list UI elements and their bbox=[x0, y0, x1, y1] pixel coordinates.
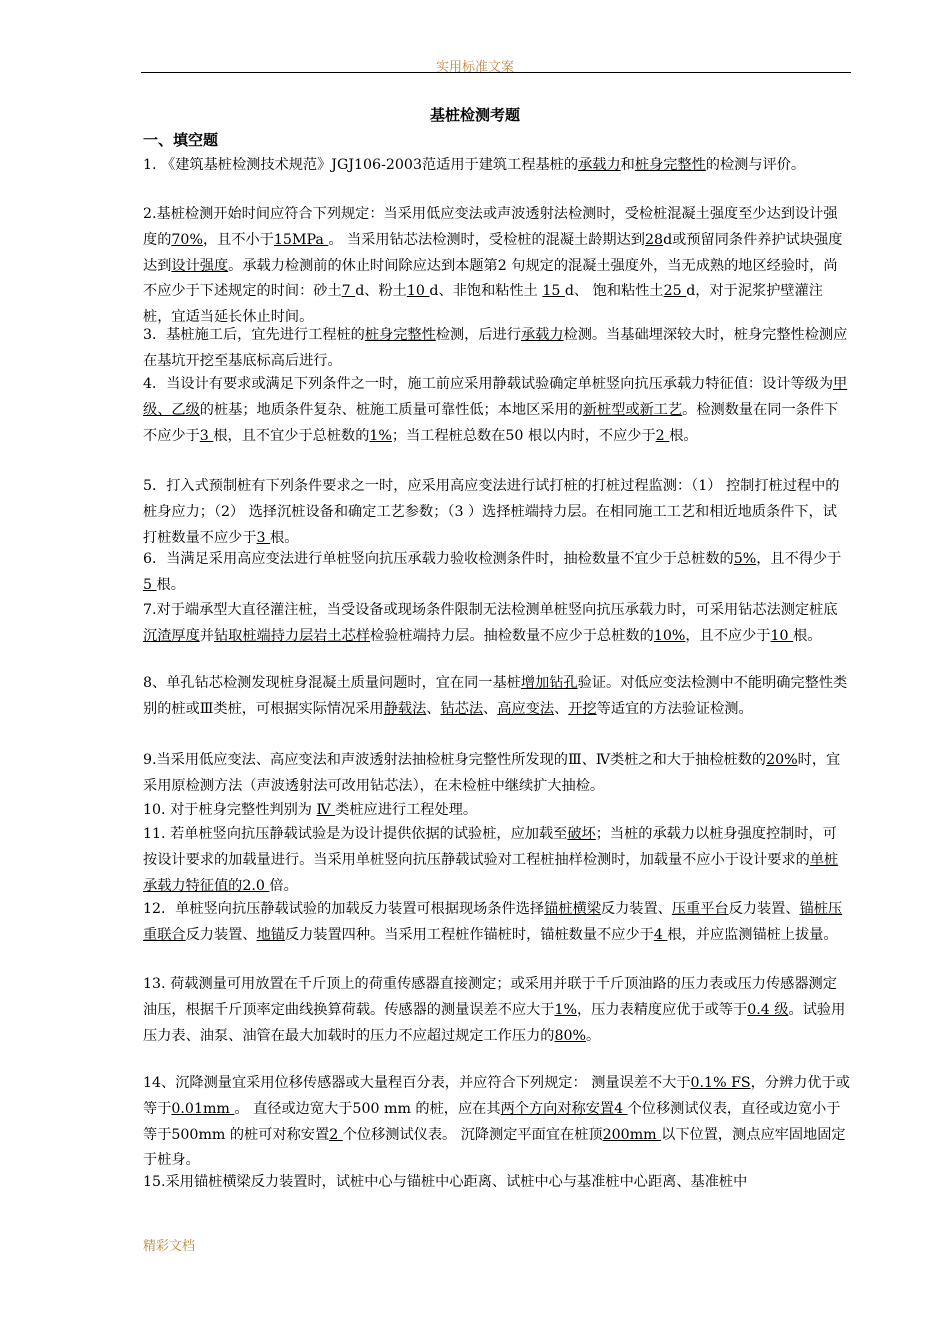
question-text: 根，并应监测锚桩上拔量。 bbox=[667, 926, 838, 943]
answer-blank: 沉渣厚度 bbox=[143, 627, 200, 644]
answer-blank: 80% bbox=[554, 1027, 586, 1044]
answer-blank: 3 bbox=[199, 427, 214, 444]
question-text: 。检测数量在同一条件下不应少于 bbox=[143, 401, 839, 444]
question-text: 检测，后进行 bbox=[435, 327, 521, 343]
question-text: 1. 《建筑基桩检测技术规范》JGJ106-2003范适用于建筑工程基桩的 bbox=[143, 157, 579, 173]
question-paragraph-11 bbox=[143, 822, 850, 899]
answer-blank: 高应变法 bbox=[497, 700, 555, 717]
question-text: 根。 bbox=[156, 576, 185, 593]
question-text: 验证。对低应变法检测中不能明确完整性类别的桩或Ⅲ类桩，可根据实际情况采用 bbox=[143, 675, 848, 717]
question-text: 根。 bbox=[270, 529, 299, 546]
question-text: 个位移测试仪表，直径或边宽小于等于500mm 的桩可对称安置 bbox=[143, 1100, 841, 1143]
question-paragraph-15 bbox=[143, 1170, 850, 1196]
question-text: 。 bbox=[586, 1027, 601, 1044]
question-text: 以下位置，测点应牢固地固定于桩身。 bbox=[143, 1126, 846, 1169]
question-text: 14、沉降测量宜采用位移传感器或大量程百分表，并应符合下列规定： 测量误差不大于 bbox=[143, 1075, 691, 1091]
question-text: 。 当采用钻芯法检测时，受检桩的混凝土龄期达到 bbox=[328, 231, 645, 248]
answer-blank: 桩身完整性 bbox=[364, 327, 436, 343]
answer-blank: 5% bbox=[733, 551, 757, 567]
answer-blank: 锚桩压重联合 bbox=[143, 901, 843, 943]
answer-blank: 设计强度 bbox=[171, 257, 229, 274]
answer-blank: 0.1% FS bbox=[690, 1075, 751, 1091]
answer-blank: 两个方向对称安置4 bbox=[500, 1100, 628, 1117]
question-text: 类桩应进行工程处理。 bbox=[335, 802, 478, 818]
question-text: 8、单孔钻芯检测发现桩身混凝土质量问题时，宜在同一基桩 bbox=[143, 675, 521, 691]
question-text: 3．基桩施工后，宜先进行工程桩的 bbox=[143, 327, 365, 343]
question-text: d，对于泥浆护壁灌注桩，宜适当延长休止时间。 bbox=[143, 283, 823, 326]
answer-blank: 15 bbox=[542, 283, 565, 300]
answer-blank: 10% bbox=[653, 627, 686, 644]
question-text: 的桩基；地质条件复杂、桩施工质量可靠性低；本地区采用的 bbox=[199, 401, 583, 418]
header-rule bbox=[141, 72, 851, 73]
question-text: 15.采用锚桩横梁反力装置时，试桩中心与锚桩中心距离、试桩中心与基准桩中心距离、基准桩中 bbox=[143, 1174, 748, 1190]
question-text: 5．打入式预制桩有下列条件要求之一时，应采用高应变法进行试打桩的打桩过程监测：（1） 控制打桩过程中的桩身应力；（2） 选择沉桩设备和确定工艺参数；（3 ）选择桩端持力层。在相同施工工艺和相近地质条件下，试打桩数量不应少于 bbox=[143, 478, 840, 546]
question-text: 4．当设计有要求或满足下列条件之一时，施工前应采用静载试验确定单桩竖向抗压承载力特征值：设计等级为 bbox=[143, 376, 834, 392]
question-text: 7.对于端承型大直径灌注桩，当受设备或现场条件限制无法检测单桩竖向抗压承载力时，可采用钻芯法测定桩底 bbox=[143, 602, 838, 618]
question-paragraph-7 bbox=[143, 598, 850, 650]
answer-blank: 3 bbox=[256, 529, 271, 546]
answer-blank: 7 bbox=[341, 283, 356, 300]
question-text: 倍。 bbox=[269, 877, 298, 894]
question-text: ，分辨力优于或等于 bbox=[143, 1075, 850, 1117]
answer-blank: 地锚 bbox=[256, 926, 285, 943]
question-paragraph-9 bbox=[143, 748, 850, 800]
answer-blank: 0.01mm bbox=[171, 1100, 235, 1117]
question-text: 9.当采用低应变法、高应变法和声波透射法抽检桩身完整性所发现的Ⅲ、Ⅳ类桩之和大于抽检桩数的 bbox=[143, 752, 767, 768]
answer-blank: 承载力 bbox=[520, 327, 564, 343]
page-footer: 精彩文档 bbox=[143, 1239, 196, 1254]
question-text: ，压力表精度应优于或等于 bbox=[576, 1001, 748, 1018]
question-text: 检测。当基础埋深较大时，桩身完整性检测应在基坑开挖至基底标高后进行。 bbox=[143, 327, 848, 369]
question-paragraph-1 bbox=[143, 153, 850, 179]
question-text: ，且不得少于 bbox=[756, 551, 842, 567]
question-paragraph-14 bbox=[143, 1071, 850, 1174]
answer-blank: 单桩承载力特征值的2.0 bbox=[143, 851, 839, 894]
question-paragraph-2 bbox=[143, 202, 850, 331]
answer-blank: 20% bbox=[766, 752, 798, 768]
answer-blank: 10 bbox=[406, 283, 430, 300]
question-text: 根。 bbox=[793, 627, 822, 644]
section-heading: 一、填空题 bbox=[143, 131, 219, 149]
answer-blank: 0.4 级 bbox=[747, 1001, 789, 1018]
answer-blank: 压重平台 bbox=[671, 901, 729, 917]
answer-blank: 桩身完整性 bbox=[634, 157, 706, 173]
answer-blank: 28 bbox=[645, 231, 664, 248]
answer-blank: 2 bbox=[329, 1126, 343, 1143]
question-text: d或预留同条件养护试块强度达到 bbox=[143, 231, 843, 274]
question-text: 反力装置、 bbox=[600, 901, 672, 917]
question-text: 根，且不宜少于总桩数的 bbox=[213, 427, 370, 444]
answer-blank: 甲级、乙级 bbox=[143, 376, 848, 418]
question-text: ；当工程桩总数在50 根以内时，不应少于 bbox=[391, 427, 656, 444]
question-paragraph-5 bbox=[143, 474, 850, 551]
question-text: 等适宜的方法验证检测。 bbox=[596, 700, 753, 717]
question-text: 反力装置四种。当采用工程桩作锚桩时，锚桩数量不应少于 bbox=[284, 926, 654, 943]
document-title: 基桩检测考题 bbox=[429, 106, 520, 124]
question-text: 11. 若单桩竖向抗压静载试验是为设计提供依据的试验桩，应加载至 bbox=[143, 826, 568, 842]
question-text: 检验桩端持力层。抽检数量不应少于总桩数的 bbox=[370, 627, 654, 644]
answer-blank: 锚桩横梁 bbox=[544, 901, 601, 917]
question-text: 个位移测试仪表。 沉降测定平面宜在桩顶 bbox=[342, 1126, 603, 1143]
question-text: 、 bbox=[554, 700, 569, 717]
question-paragraph-12 bbox=[143, 897, 850, 949]
answer-blank: 开挖 bbox=[568, 700, 597, 717]
answer-blank: 新桩型或新工艺 bbox=[582, 401, 683, 418]
question-text: 10. 对于桩身完整性判别为 bbox=[143, 802, 317, 818]
question-text: 和 bbox=[620, 157, 635, 173]
question-text: 。试验用压力表、油泵、油管在最大加载时的压力不应超过规定工作压力的 bbox=[143, 1001, 846, 1044]
answer-blank: 承载力 bbox=[578, 157, 621, 173]
answer-blank: 5 bbox=[143, 576, 157, 593]
page-header: 实用标准文案 bbox=[435, 60, 514, 75]
question-text: 13. 荷载测量可用放置在千斤顶上的荷重传感器直接测定；或采用并联于千斤顶油路的压力表或压力传感器测定油压，根据千斤顶率定曲线换算荷载。传感器的测量误差不应大于 bbox=[143, 976, 837, 1018]
question-text: d、粉土 bbox=[355, 283, 407, 300]
answer-blank: 15MPa bbox=[273, 231, 329, 248]
question-text: 2.基桩检测开始时间应符合下列规定：当采用低应变法或声波透射法检测时，受检桩混凝土强度至少达到设计强度的 bbox=[143, 206, 838, 248]
answer-blank: 钻取桩端持力层岩土芯样 bbox=[213, 627, 371, 644]
question-paragraph-8 bbox=[143, 671, 850, 723]
answer-blank: 破坏 bbox=[567, 826, 596, 842]
question-paragraph-13 bbox=[143, 972, 850, 1049]
answer-blank: 200mm bbox=[602, 1126, 662, 1143]
question-text: 。 直径或边宽大于500 mm 的桩，应在其 bbox=[234, 1100, 501, 1117]
question-text: 12．单桩竖向抗压静载试验的加载反力装置可根据现场条件选择 bbox=[143, 901, 545, 917]
question-text: 6．当满足采用高应变法进行单桩竖向抗压承载力验收检测条件时，抽检数量不宜少于总桩数的 bbox=[143, 551, 734, 567]
question-text: 。承载力检测前的休止时间除应达到本题第2 句规定的混凝土强度外，当无成熟的地区经验时，尚不应少于下述规定的时间：砂土 bbox=[143, 257, 838, 300]
answer-blank: 70% bbox=[171, 231, 203, 248]
question-text: ，且不小于 bbox=[202, 231, 274, 248]
answer-blank: Ⅳ bbox=[316, 802, 336, 818]
question-text: 反力装置、 bbox=[185, 926, 257, 943]
answer-blank: 1% bbox=[369, 427, 392, 444]
question-paragraph-3 bbox=[143, 323, 850, 375]
question-text: 并 bbox=[199, 627, 214, 644]
answer-blank: 1% bbox=[554, 1001, 577, 1018]
question-text: ；当桩的承载力以桩身强度控制时，可按设计要求的加载量进行。当采用单桩竖向抗压静载试验对工程桩抽样检测时，加载量不应小于设计要求的 bbox=[143, 826, 837, 868]
question-text: d、 饱和粘性土 bbox=[564, 283, 664, 300]
question-text: ，且不应少于 bbox=[685, 627, 771, 644]
answer-blank: 25 bbox=[663, 283, 687, 300]
question-paragraph-4 bbox=[143, 372, 850, 449]
question-text: 时，宜采用原检测方法（声波透射法可改用钻芯法），在未检桩中继续扩大抽检。 bbox=[143, 752, 841, 794]
question-text: 的检测与评价。 bbox=[705, 157, 806, 173]
answer-blank: 静载法 bbox=[383, 700, 427, 717]
question-text: 根。 bbox=[669, 427, 698, 444]
answer-blank: 增加钻孔 bbox=[520, 675, 578, 691]
question-text: 、 bbox=[426, 700, 441, 717]
answer-blank: 2 bbox=[655, 427, 670, 444]
question-paragraph-6 bbox=[143, 547, 850, 599]
answer-blank: 10 bbox=[770, 627, 794, 644]
question-paragraph-10 bbox=[143, 798, 850, 824]
answer-blank: 钻芯法 bbox=[440, 700, 484, 717]
answer-blank: 4 bbox=[653, 926, 668, 943]
question-text: d、非饱和粘性土 bbox=[429, 283, 543, 300]
question-text: 反力装置、 bbox=[728, 901, 800, 917]
question-text: 、 bbox=[483, 700, 498, 717]
